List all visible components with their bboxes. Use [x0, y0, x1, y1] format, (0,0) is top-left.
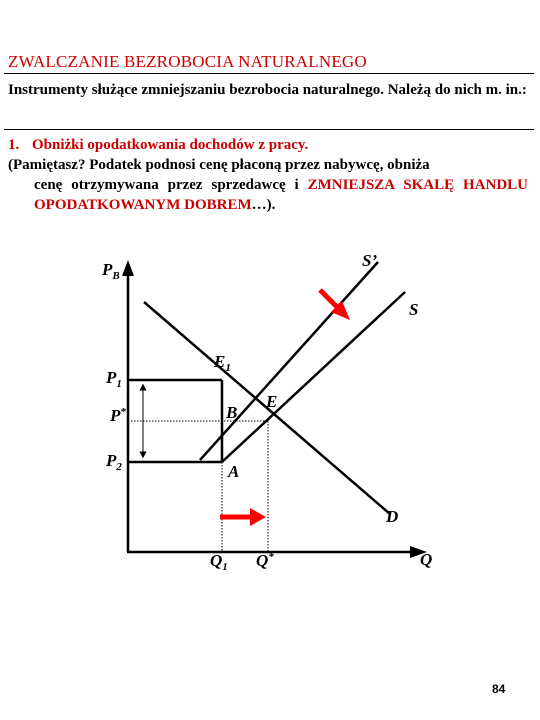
label-a: A [228, 462, 240, 481]
intro-text: Instrumenty służące zmniejszaniu bezrobocia naturalnego. Należą do nich m. in.: [8, 82, 527, 98]
page-number: 84 [492, 682, 506, 696]
reminder-line-1: (Pamiętasz? Podatek podnosi cenę płaconą przez nabywcę, obniża [8, 157, 430, 173]
label-p2: $P_2$ [106, 451, 122, 473]
slide-title: ZWALCZANIE BEZROBOCIA NATURALNEGO [8, 52, 367, 71]
label-q1: $Q_1$ [210, 551, 228, 573]
label-b: B [226, 403, 238, 422]
label-pstar: P* [110, 406, 126, 425]
label-supply-shifted: S’ [362, 251, 378, 270]
reminder-highlight-1: ZMNIEJSZA SKALĘ [307, 177, 455, 193]
label-e1: $E_1$ [214, 352, 231, 374]
point-1-text: Obniżki opodatkowania dochodów z pracy. [32, 137, 309, 153]
label-e: E [266, 392, 278, 411]
reminder-line-2: cenę otrzymywana przez sprzedawcę i [34, 177, 308, 193]
supply-curve [222, 292, 405, 462]
quantity-shift-arrow-head [250, 508, 266, 526]
reminder-highlight-2: HANDLU OPODATKOWANYM DOBREM [34, 177, 528, 213]
label-demand: D [386, 507, 399, 526]
label-supply: S [409, 300, 419, 319]
y-axis-arrowhead [122, 260, 134, 276]
supply-shift-arrow-shaft [320, 290, 338, 308]
axis-label-pb: $P_B$ [102, 260, 120, 282]
reminder-line-3-end: …). [251, 197, 276, 213]
point-1-number: 1. [8, 137, 20, 153]
label-p1: $P_1$ [106, 368, 122, 390]
axis-label-q: Q [420, 550, 433, 569]
label-qstar: Q* [256, 551, 274, 570]
